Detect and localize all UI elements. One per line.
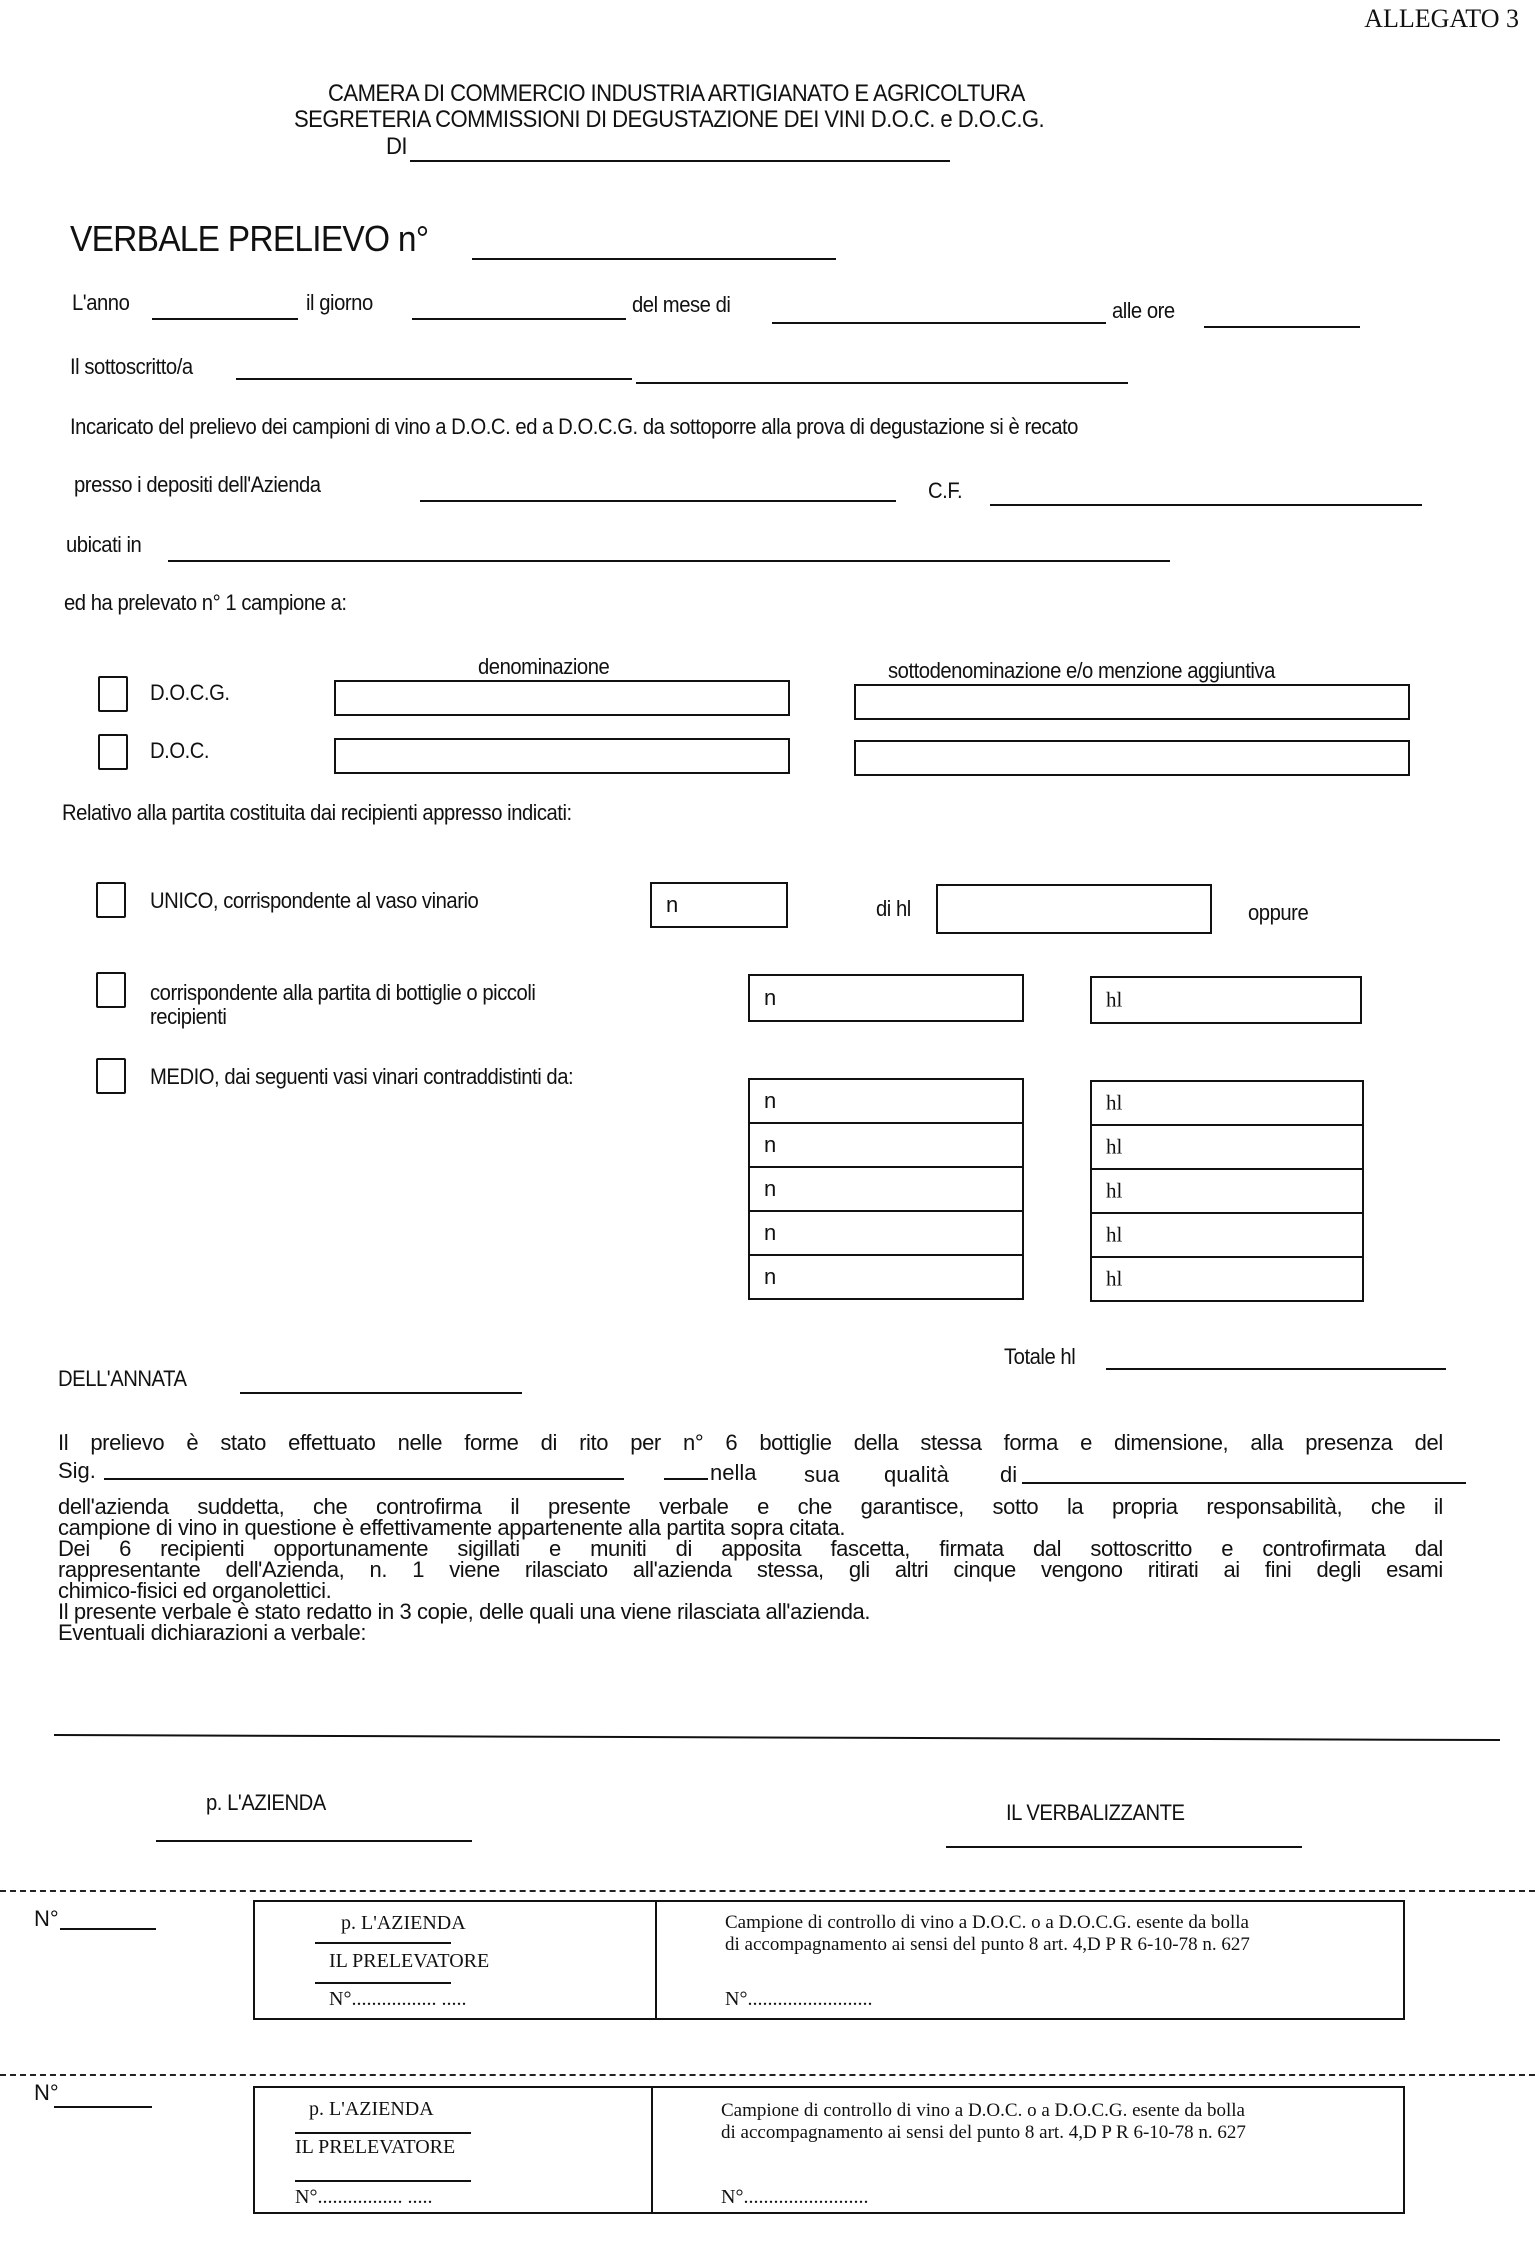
body-word: verbale (659, 1494, 729, 1519)
coupon (253, 1900, 1405, 2020)
cf-field[interactable] (990, 504, 1422, 506)
medio-hl-label: hl (1106, 1090, 1123, 1115)
assignment-text: Incaricato del prelievo dei campioni di vino a D.O.C. ed a D.O.C.G. da sottoporre alla prova di degustazione si è recato (70, 414, 1078, 439)
medio-hl-field[interactable] (1090, 1124, 1364, 1170)
medio-hl-label: hl (1106, 1266, 1123, 1291)
coupon-note-line1: Campione di controllo di vino a D.O.C. o a D.O.C.G. esente da bolla (721, 2100, 1245, 2121)
oppure-label: oppure (1248, 900, 1309, 925)
body-word: stato (220, 1430, 267, 1455)
medio-hl-label: hl (1106, 1134, 1123, 1159)
medio-n-field[interactable] (748, 1210, 1024, 1256)
docg-denominazione-field[interactable] (334, 680, 790, 716)
org-di-field[interactable] (410, 160, 950, 162)
signature-verbalizzante-field[interactable] (946, 1846, 1302, 1848)
body-p4: Eventuali dichiarazioni a verbale: (58, 1620, 367, 1645)
coupon-prelevatore-field[interactable] (315, 1982, 451, 1984)
coupon-left-number: N°................. ..... (329, 1988, 467, 2010)
body-word: garantisce, (860, 1494, 964, 1519)
coupon-note-line2: di accompagnamento ai sensi del punto 8 art. 4,D P R 6-10-78 n. 627 (725, 1934, 1250, 1955)
cf-label: C.F. (928, 478, 963, 503)
body-word: che (797, 1494, 832, 1519)
medio-n-field[interactable] (748, 1166, 1024, 1212)
body-word: nelle (397, 1430, 443, 1455)
signer-field-1[interactable] (236, 378, 632, 380)
body-word: recipienti (160, 1536, 245, 1561)
anno-label: L'anno (72, 290, 130, 315)
body-text (58, 1432, 1443, 1453)
coupon-prelevatore-field[interactable] (295, 2180, 471, 2182)
body-word: vengono (1040, 1557, 1123, 1582)
body-word: opportunamente (273, 1536, 429, 1561)
coupon-azienda-field[interactable] (315, 1942, 451, 1944)
unico-checkbox[interactable] (96, 882, 126, 918)
medio-hl-field[interactable] (1090, 1212, 1364, 1258)
body-word: alla (1250, 1430, 1284, 1455)
column-sottodenominazione: sottodenominazione e/o menzione aggiuntiva (888, 658, 1275, 683)
dichiarazioni-field[interactable] (54, 1734, 1500, 1741)
sig-name-field-2[interactable] (664, 1478, 708, 1480)
body-word: la (1066, 1494, 1084, 1519)
attachment-label: ALLEGATO 3 (1364, 4, 1519, 33)
coupon-divider (655, 1902, 657, 2018)
ore-label: alle ore (1112, 298, 1175, 323)
coupon-azienda-label: p. L'AZIENDA (341, 1912, 466, 1934)
coupon-azienda-field[interactable] (295, 2132, 471, 2134)
location-label: ubicati in (66, 532, 142, 557)
body-word: il (510, 1494, 520, 1519)
body-word: altri (894, 1557, 929, 1582)
medio-checkbox[interactable] (96, 1058, 126, 1094)
medio-n-label: n (764, 1176, 777, 1201)
org-di-label: DI (386, 133, 407, 160)
totale-label: Totale hl (1004, 1344, 1076, 1369)
signer-label: Il sottoscritto/a (70, 354, 193, 379)
coupon-right-number: N°......................... (721, 2186, 869, 2208)
medio-n-field[interactable] (748, 1254, 1024, 1300)
body-word: sottoscritto (1090, 1536, 1192, 1561)
body-p1-line1 (58, 1432, 1443, 1453)
body-p2-line2 (58, 1559, 1443, 1580)
coupon-prelevatore-label: IL PRELEVATORE (295, 2136, 456, 2158)
lot-intro: Relativo alla partita costituita dai recipienti appresso indicati: (62, 800, 572, 825)
body-word: cinque (953, 1557, 1016, 1582)
medio-hl-column (1090, 1082, 1364, 1302)
sample-intro: ed ha prelevato n° 1 campione a: (64, 590, 347, 615)
body-word: dell'azienda (58, 1494, 169, 1519)
qualita-label: qualità (884, 1462, 949, 1487)
bottiglie-hl-label: hl (1106, 987, 1123, 1012)
body-word: forme (464, 1430, 519, 1455)
body-word: 6 (119, 1536, 131, 1561)
medio-hl-field[interactable] (1090, 1256, 1364, 1302)
body-word: e (757, 1494, 769, 1519)
body-word: e (1080, 1430, 1092, 1455)
coupon-azienda-label: p. L'AZIENDA (309, 2098, 434, 2120)
body-word: e (549, 1536, 561, 1561)
body-word: effettuato (288, 1430, 376, 1455)
coupon-number-field[interactable] (60, 1928, 156, 1930)
ore-field[interactable] (1204, 326, 1360, 328)
body-word: degli (1316, 1557, 1362, 1582)
sua-label: sua (804, 1462, 840, 1487)
giorno-label: il giorno (306, 290, 373, 315)
coupon-prelevatore-label: IL PRELEVATORE (329, 1950, 490, 1972)
body-word: sigillati (457, 1536, 520, 1561)
mese-label: del mese di (632, 292, 731, 317)
body-word: rito (579, 1430, 609, 1455)
body-word: stessa (920, 1430, 982, 1455)
medio-label: MEDIO, dai seguenti vasi vinari contraddistinti da: (150, 1064, 574, 1089)
body-word: dell'Azienda, (225, 1557, 345, 1582)
body-word: presenza (1305, 1430, 1393, 1455)
body-word: dimensione, (1114, 1430, 1229, 1455)
body-p2-line1 (58, 1538, 1443, 1559)
body-word: forma (1003, 1430, 1058, 1455)
company-field[interactable] (420, 500, 896, 502)
body-word: Dei (58, 1536, 90, 1561)
body-p1-line4: campione di vino in questione è effettivamente appartenente alla partita sopra citata. (58, 1515, 846, 1540)
medio-hl-field[interactable] (1090, 1080, 1364, 1126)
unico-label: UNICO, corrispondente al vaso vinario (150, 888, 479, 913)
giorno-field[interactable] (412, 318, 626, 320)
page-title: VERBALE PRELIEVO n° (70, 218, 429, 259)
coupon-note-line2: di accompagnamento ai sensi del punto 8 art. 4,D P R 6-10-78 n. 627 (721, 2122, 1246, 2143)
body-word: esami (1386, 1557, 1443, 1582)
body-p3: Il presente verbale è stato redatto in 3 copie, delle quali una viene rilasciata all'azienda. (58, 1599, 871, 1624)
body-word: responsabilità, (1206, 1494, 1343, 1519)
anno-field[interactable] (152, 318, 298, 320)
body-word: per (630, 1430, 661, 1455)
medio-n-label: n (764, 1264, 777, 1289)
coupon-left-number: N°................. ..... (295, 2186, 433, 2208)
body-word: è (186, 1430, 199, 1455)
body-word: n. (369, 1557, 388, 1582)
body-word: prelievo (90, 1430, 165, 1455)
body-word: apposita (721, 1536, 802, 1561)
body-p1-line3 (58, 1496, 1443, 1517)
company-label: presso i depositi dell'Azienda (74, 472, 321, 497)
unico-n-field[interactable] (650, 882, 788, 928)
body-word: il (1433, 1494, 1443, 1519)
medio-n-label: n (764, 1132, 777, 1157)
body-word: 1 (412, 1557, 425, 1582)
body-word: fini (1264, 1557, 1292, 1582)
doc-label: D.O.C. (150, 738, 210, 763)
unico-hl-field[interactable] (936, 884, 1212, 934)
body-word: propria (1111, 1494, 1178, 1519)
body-word: di (540, 1430, 557, 1455)
body-word: ritirati (1147, 1557, 1199, 1582)
cut-line (0, 2074, 1535, 2076)
body-word: all'azienda (632, 1557, 732, 1582)
medio-hl-field[interactable] (1090, 1168, 1364, 1214)
coupon (253, 2086, 1405, 2214)
signer-field-2[interactable] (636, 382, 1128, 384)
docg-sottodenominazione-field[interactable] (854, 684, 1410, 720)
body-p2-line3: chimico-fisici ed organolettici. (58, 1578, 332, 1603)
medio-n-column (748, 1080, 1024, 1300)
medio-n-field[interactable] (748, 1078, 1024, 1124)
body-word: sotto (992, 1494, 1039, 1519)
body-word: stessa, (756, 1557, 824, 1582)
body-word: rilasciato (524, 1557, 608, 1582)
body-word: firmata (939, 1536, 1004, 1561)
body-word: presente (547, 1494, 631, 1519)
coupon-note-line1: Campione di controllo di vino a D.O.C. o a D.O.C.G. esente da bolla (725, 1912, 1249, 1933)
body-word: 6 (725, 1430, 738, 1455)
unico-di-hl-label: di hl (876, 896, 911, 921)
annata-label: DELL'ANNATA (58, 1366, 187, 1391)
coupon-divider (651, 2088, 653, 2212)
bottiglie-label-line1: corrispondente alla partita di bottiglie o piccoli (150, 980, 536, 1005)
coupon-number-label: N° (34, 1906, 59, 1931)
nella-label: nella (710, 1460, 757, 1485)
docg-checkbox[interactable] (98, 676, 128, 712)
cut-line (0, 1890, 1535, 1892)
doc-sottodenominazione-field[interactable] (854, 740, 1410, 776)
docg-label: D.O.C.G. (150, 680, 230, 705)
doc-checkbox[interactable] (98, 734, 128, 770)
body-word: ai (1223, 1557, 1240, 1582)
medio-n-label: n (764, 1220, 777, 1245)
body-word: muniti (590, 1536, 647, 1561)
body-word: suddetta, (197, 1494, 285, 1519)
medio-hl-label: hl (1106, 1178, 1123, 1203)
body-word: fascetta, (830, 1536, 911, 1561)
medio-n-label: n (764, 1088, 777, 1113)
coupon-right-number: N°......................... (725, 1988, 873, 2010)
org-line-2: SEGRETERIA COMMISSIONI DI DEGUSTAZIONE DEI VINI D.O.C. e D.O.C.G. (294, 106, 1045, 133)
annata-field[interactable] (240, 1392, 522, 1394)
sig-label: Sig. (58, 1458, 96, 1483)
totale-field[interactable] (1106, 1368, 1446, 1370)
mese-field[interactable] (772, 322, 1106, 324)
body-word: viene (449, 1557, 500, 1582)
body-word: n° (682, 1430, 704, 1455)
body-word: dal (1414, 1536, 1443, 1561)
bottiglie-n-field[interactable] (748, 974, 1024, 1022)
unico-n-label: n (666, 892, 679, 917)
body-word: e (1221, 1536, 1234, 1561)
coupon-number-field[interactable] (54, 2106, 152, 2108)
di-label: di (1000, 1462, 1018, 1487)
body-word: di (675, 1536, 692, 1561)
verbale-number-field[interactable] (472, 258, 836, 260)
location-field[interactable] (168, 560, 1170, 562)
bottiglie-hl-field[interactable] (1090, 976, 1362, 1024)
medio-hl-label: hl (1106, 1222, 1123, 1247)
medio-n-field[interactable] (748, 1122, 1024, 1168)
sig-name-field[interactable] (104, 1478, 624, 1480)
body-word: che (313, 1494, 348, 1519)
signature-azienda-label: p. L'AZIENDA (206, 1790, 326, 1815)
body-text-cont (58, 1496, 1443, 1643)
bottiglie-checkbox[interactable] (96, 972, 126, 1008)
signature-azienda-field[interactable] (156, 1840, 472, 1842)
body-word: gli (848, 1557, 870, 1582)
org-line-1: CAMERA DI COMMERCIO INDUSTRIA ARTIGIANATO E AGRICOLTURA (328, 80, 1025, 107)
body-word: dal (1032, 1536, 1062, 1561)
qualita-field[interactable] (1022, 1482, 1466, 1484)
body-word: controfirma (375, 1494, 482, 1519)
bottiglie-n-label: n (764, 985, 777, 1010)
column-denominazione: denominazione (478, 654, 610, 679)
doc-denominazione-field[interactable] (334, 738, 790, 774)
body-word: rappresentante (58, 1557, 201, 1582)
signature-verbalizzante-label: IL VERBALIZZANTE (1006, 1800, 1185, 1825)
body-word: che (1370, 1494, 1406, 1519)
body-word: controfirmata (1262, 1536, 1386, 1561)
body-word: bottiglie (759, 1430, 832, 1455)
bottiglie-label-line2: recipienti (150, 1004, 227, 1029)
body-word: del (1414, 1430, 1443, 1455)
coupon-number-label: N° (34, 2080, 59, 2105)
body-word: Il (58, 1430, 69, 1455)
body-word: della (853, 1430, 899, 1455)
